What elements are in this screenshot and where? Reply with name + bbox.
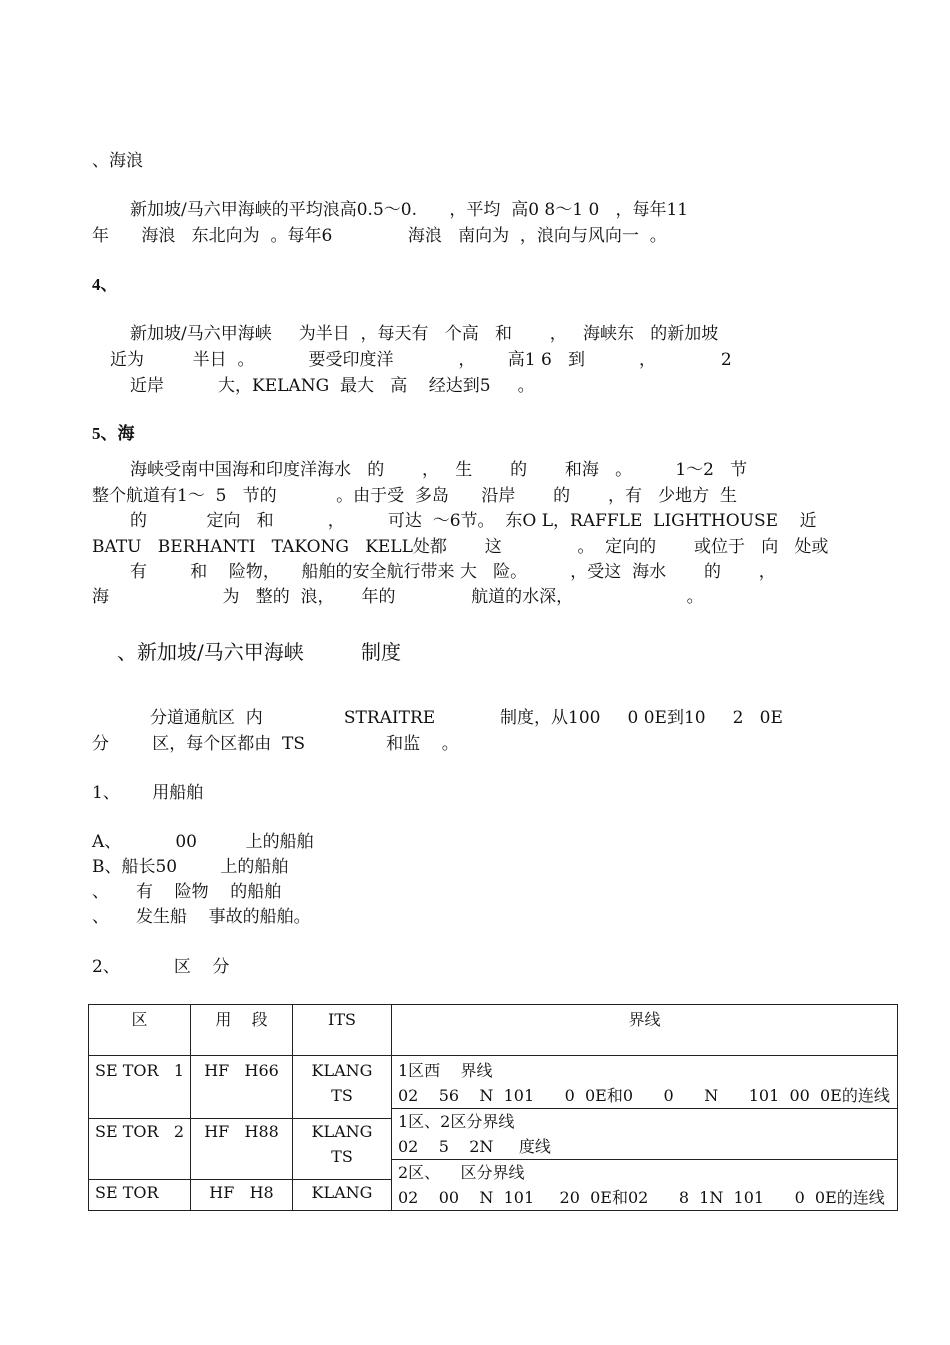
paragraph-line: BATU BERHANTI TAKONG KELL处都 这 。 定向的 或位于 向 处或 xyxy=(92,537,829,557)
sector-table xyxy=(88,1004,898,1211)
list-item: A、 00 上的船舶 xyxy=(92,832,314,852)
paragraph-line: 的 定向 和 ， 可达 ～6节。 东O L，RAFFLE LIGHTHOUSE 近 xyxy=(130,511,817,531)
subheading-1: 1、 用船舶 xyxy=(92,783,204,803)
paragraph-line: 分 区，每个区都由 TS 和监 。 xyxy=(92,734,459,754)
paragraph-line: 近岸 大，KELANG 最大 高 经达到5 。 xyxy=(130,376,535,396)
paragraph-line: 整个航道有1～ 5 节的 。由于受 多岛 沿岸 的 ，有 少地方 生 xyxy=(92,486,737,506)
section-heading-system: 、新加坡/马六甲海峡 制度 xyxy=(117,640,401,664)
section-heading-waves: 、海浪 xyxy=(92,151,143,171)
header-cell: 用 段 xyxy=(191,1005,293,1056)
section-heading-5: 5、海 xyxy=(92,424,135,443)
table-row xyxy=(89,1056,898,1119)
paragraph-line: 新加坡/马六甲海峡的平均浪高0.5～0. ，平均 高0 8～1 0 ，每年11 xyxy=(130,200,689,220)
header-cell: ITS xyxy=(293,1005,392,1056)
header-cell: 区 xyxy=(89,1005,191,1056)
sector-cell: SE TOR 1 xyxy=(89,1056,191,1119)
paragraph-line: 年 海浪 东北向为 。每年6 海浪 南向为 ，浪向与风向一 。 xyxy=(92,226,667,246)
paragraph-line: 近为 半日 。 要受印度洋 ， 高1 6 到 ， 2 xyxy=(110,350,732,370)
paragraph-line: 有 和 险物， 船舶的安全航行带来 大 险。 ，受这 海水 的 ， xyxy=(130,562,776,582)
subheading-2: 2、 区 分 xyxy=(92,957,230,977)
freq-cell: HF H66 xyxy=(191,1056,293,1119)
freq-cell: HF H8 xyxy=(191,1179,293,1210)
sector-cell: SE TOR 2 xyxy=(89,1119,191,1180)
paragraph-line: 新加坡/马六甲海峡 为半日 ，每天有 个高 和 ， 海峡东 的新加坡 xyxy=(130,324,719,344)
list-item: B、船长50 上的船舶 xyxy=(92,857,289,877)
paragraph-line: 分道通航区 内 STRAITRE 制度，从100 0 0E到10 2 0E xyxy=(150,708,783,728)
list-item: 、 有 险物 的船舶 xyxy=(92,882,282,902)
its-cell: KLANG TS xyxy=(293,1119,392,1180)
freq-cell: HF H88 xyxy=(191,1119,293,1180)
table-header-row xyxy=(89,1005,898,1056)
boundary-cell: 1区西 界线 02 56 N 101 0 0E和0 0 N 101 00 0E的连线 1区、2区分界线 02 5 2N 度线 2区、 区分界线 02 00 N 101 20 0E和02 8 1N 101 0 0E的连线 xyxy=(392,1056,898,1211)
header-cell: 界线 xyxy=(392,1005,898,1056)
paragraph-line: 海峡受南中国海和印度洋海水 的 ， 生 的 和海 。 1～2 节 xyxy=(130,460,748,480)
sector-cell: SE TOR xyxy=(89,1179,191,1210)
paragraph-line: 海 为 整的 浪， 年的 航道的水深， 。 xyxy=(92,587,704,607)
list-item: 、 发生船 事故的船舶。 xyxy=(92,907,311,927)
its-cell: KLANG TS xyxy=(293,1056,392,1119)
section-heading-4: 4、 xyxy=(92,275,118,294)
its-cell: KLANG xyxy=(293,1179,392,1210)
